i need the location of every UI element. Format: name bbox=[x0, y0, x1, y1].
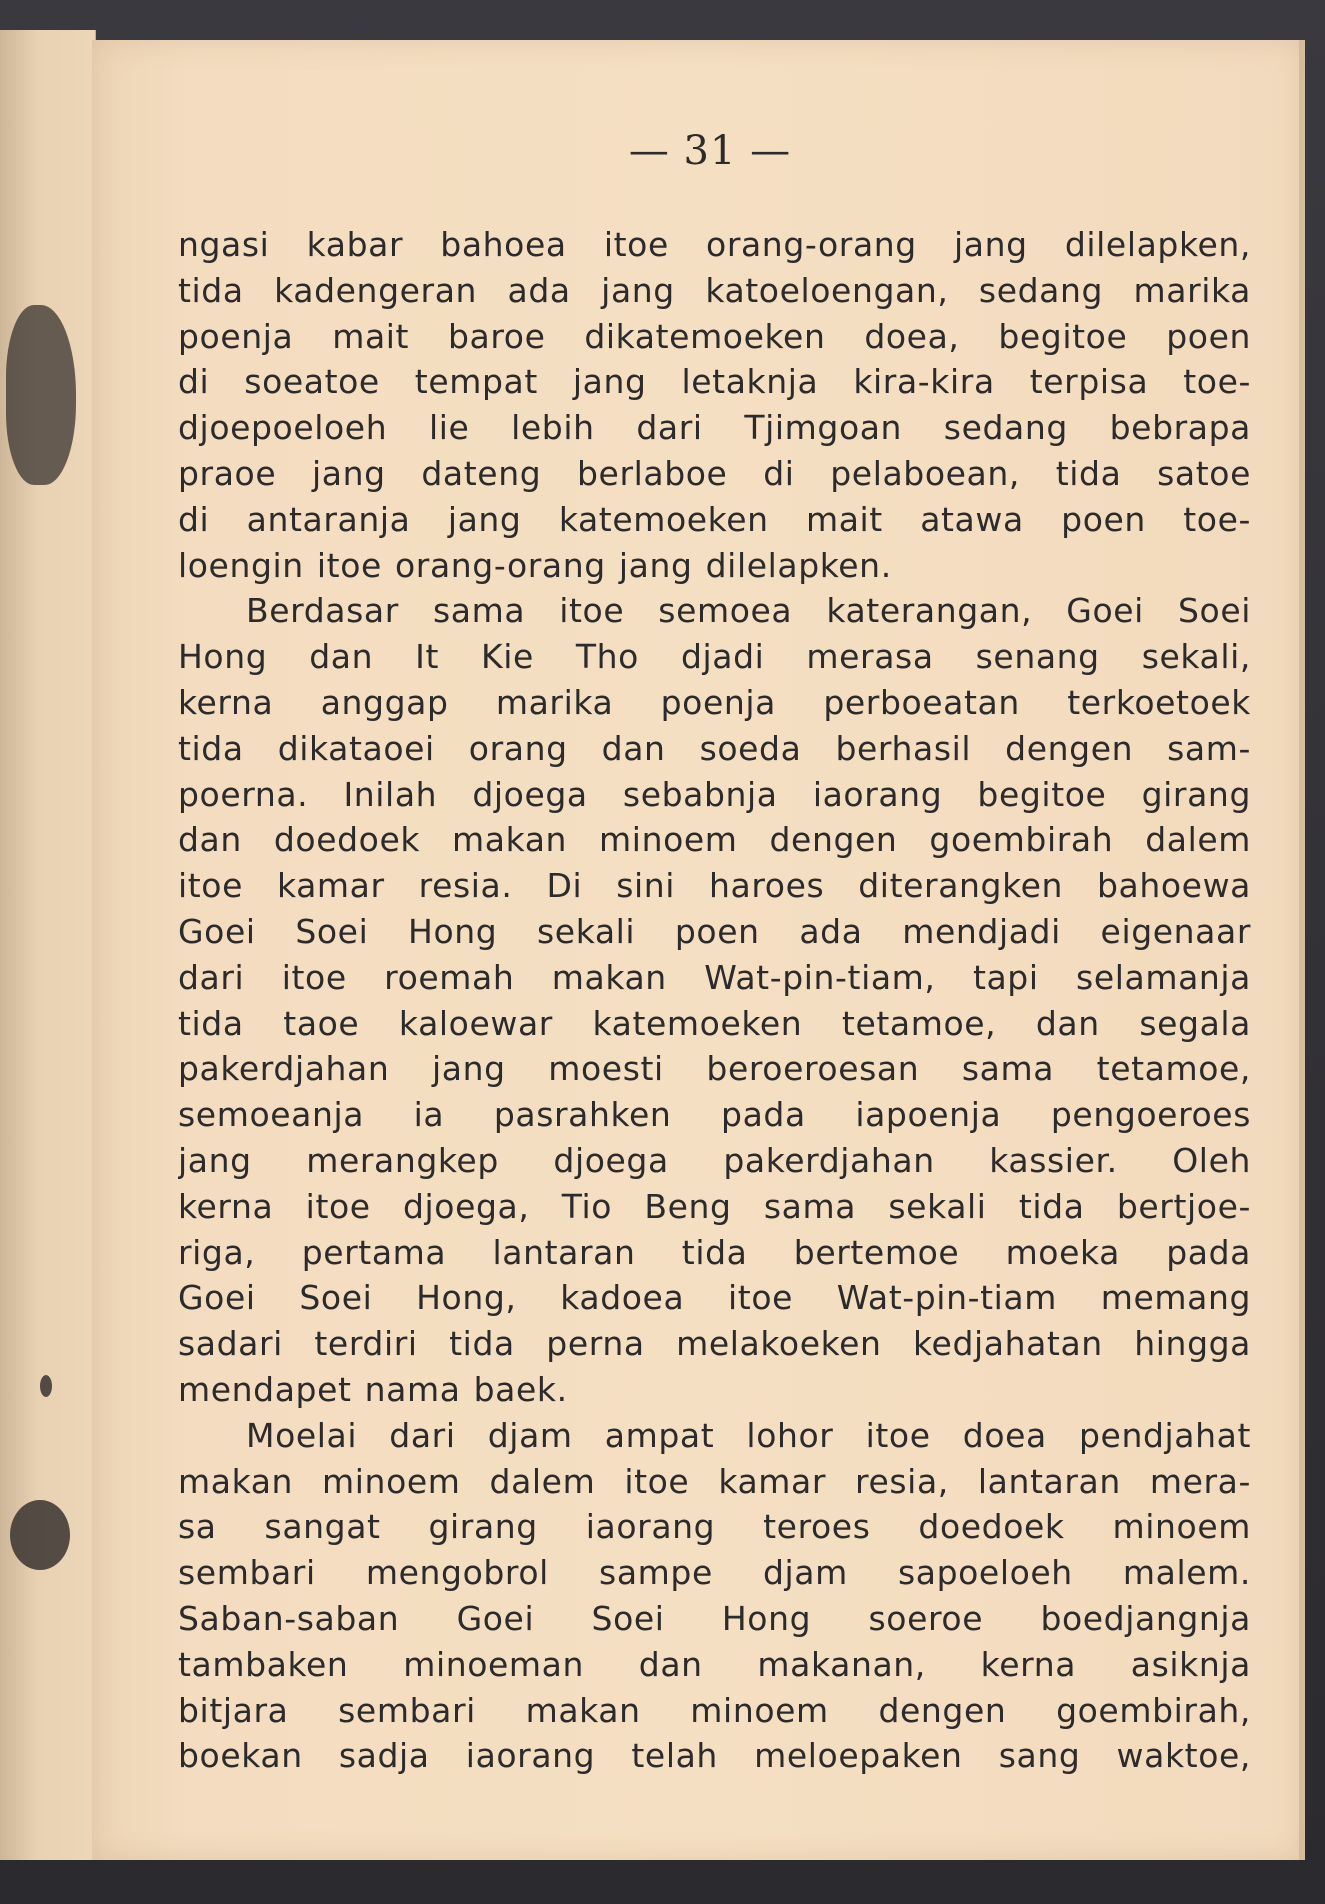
text-line: ngasi kabar bahoea itoe orang-orang jang dilelapken, bbox=[178, 225, 1251, 264]
ink-stain bbox=[40, 1375, 52, 1397]
text-line: djoepoeloeh lie lebih dari Tjimgoan sedang bebrapa bbox=[178, 408, 1251, 448]
text-line: mendapet nama baek. bbox=[178, 1369, 568, 1409]
text-line: sadari terdiri tida perna melakoeken kedjahatan hingga bbox=[178, 1324, 1251, 1364]
text-line: Berdasar sama itoe semoea katerangan, Goei Soei bbox=[246, 591, 1251, 631]
left-page-edge bbox=[0, 30, 96, 1860]
text-line: tida kadengeran ada jang katoeloengan, sedang marika bbox=[178, 270, 1251, 310]
ink-stain bbox=[10, 1500, 70, 1570]
text-line: di soeatoe tempat jang letaknja kira-kira terpisa toe- bbox=[178, 362, 1251, 402]
text-line: semoeanja ia pasrahken pada iapoenja pengoeroes bbox=[178, 1095, 1251, 1135]
text-line: di antaranja jang katemoeken mait atawa poen toe- bbox=[178, 499, 1251, 539]
text-line: poenja mait baroe dikatemoeken doea, begitoe poen bbox=[178, 316, 1251, 356]
text-line: boekan sadja iaorang telah meloepaken sang waktoe, bbox=[178, 1736, 1251, 1776]
text-line: tida taoe kaloewar katemoeken tetamoe, dan segala bbox=[178, 1003, 1251, 1043]
text-line: jang merangkep djoega pakerdjahan kassier. Oleh bbox=[178, 1140, 1251, 1180]
text-line: itoe kamar resia. Di sini haroes diterangken bahoewa bbox=[178, 866, 1251, 906]
text-line: kerna anggap marika poenja perboeatan terkoetoek bbox=[178, 682, 1251, 722]
text-line: makan minoem dalem itoe kamar resia, lantaran mera- bbox=[178, 1461, 1251, 1501]
text-line: bitjara sembari makan minoem dengen goembirah, bbox=[178, 1690, 1251, 1730]
body-text bbox=[178, 222, 1251, 1779]
text-line: loengin itoe orang-orang jang dilelapken. bbox=[178, 545, 892, 585]
text-line: poerna. Inilah djoega sebabnja iaorang begitoe girang bbox=[178, 774, 1251, 814]
text-line: sa sangat girang iaorang teroes doedoek minoem bbox=[178, 1507, 1251, 1547]
page-right-edge bbox=[1299, 40, 1305, 1860]
text-line: Goei Soei Hong, kadoea itoe Wat-pin-tiam memang bbox=[178, 1278, 1251, 1318]
text-line: Moelai dari djam ampat lohor itoe doea pendjahat bbox=[246, 1415, 1251, 1455]
text-line: praoe jang dateng berlaboe di pelaboean, tida satoe bbox=[178, 453, 1251, 493]
text-line: sembari mengobrol sampe djam sapoeloeh malem. bbox=[178, 1553, 1251, 1593]
text-line: dan doedoek makan minoem dengen goembirah dalem bbox=[178, 820, 1251, 860]
text-line: Hong dan It Kie Tho djadi merasa senang sekali, bbox=[178, 637, 1251, 677]
text-line: Goei Soei Hong sekali poen ada mendjadi eigenaar bbox=[178, 911, 1251, 951]
text-line: kerna itoe djoega, Tio Beng sama sekali tida bertjoe- bbox=[178, 1186, 1251, 1226]
text-line: pakerdjahan jang moesti beroeroesan sama tetamoe, bbox=[178, 1049, 1251, 1089]
ink-stain bbox=[6, 305, 76, 485]
text-line: riga, pertama lantaran tida bertemoe moeka pada bbox=[178, 1232, 1251, 1272]
text-line: tida dikataoei orang dan soeda berhasil dengen sam- bbox=[178, 728, 1251, 768]
text-line: dari itoe roemah makan Wat-pin-tiam, tapi selamanja bbox=[178, 957, 1251, 997]
page-number: — 31 — bbox=[628, 128, 792, 174]
text-line: tambaken minoeman dan makanan, kerna asiknja bbox=[178, 1644, 1251, 1684]
text-line: Saban-saban Goei Soei Hong soeroe boedjangnja bbox=[178, 1598, 1251, 1638]
